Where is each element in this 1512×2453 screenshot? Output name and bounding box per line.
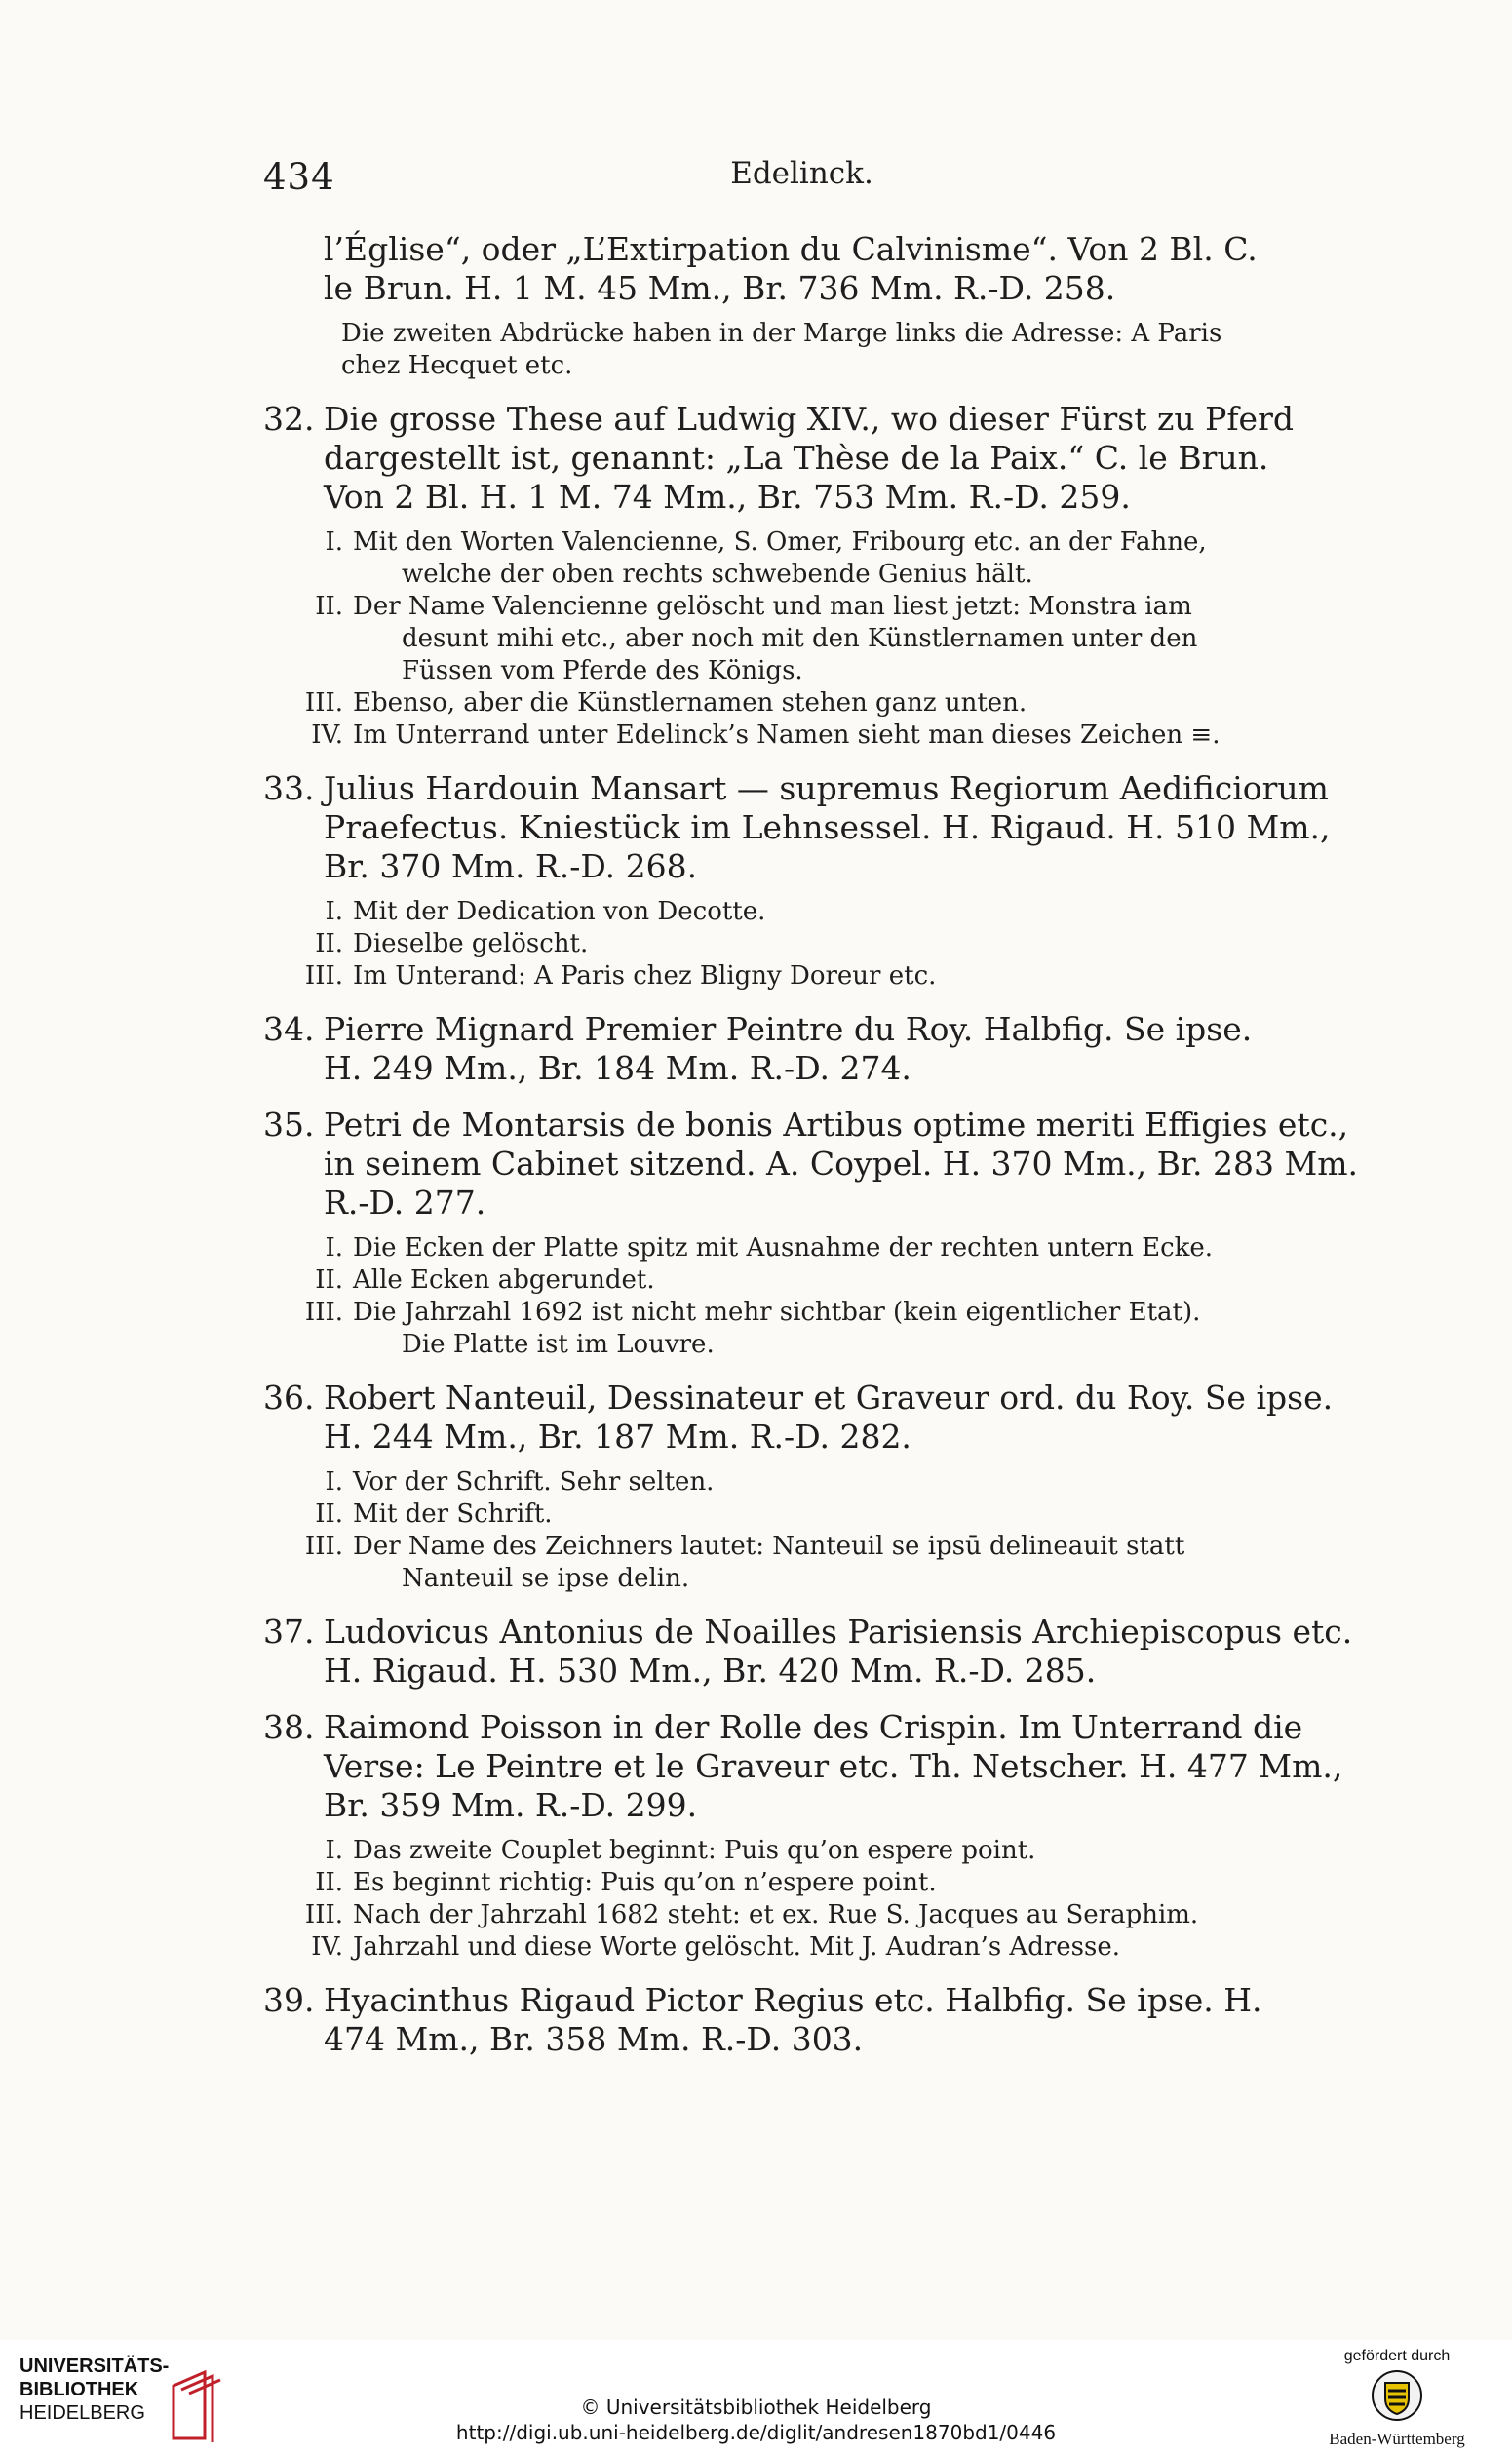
state-line: Nanteuil se ipse delin. [402, 1564, 690, 1593]
page-number: 434 [263, 156, 335, 198]
state-label: I. [325, 1836, 343, 1865]
state-line [263, 591, 1340, 623]
entry-number: 39. [263, 1981, 315, 2019]
state-text: Im Unterrand unter Edelinck’s Namen sieht man dieses Zeichen ≡. [353, 720, 1221, 750]
state-text: Die Ecken der Platte spitz mit Ausnahme der rechten untern Ecke. [353, 1233, 1214, 1263]
catalogue-entry [263, 769, 1340, 993]
state-text: Alle Ecken abgerundet. [353, 1265, 655, 1295]
state-line [263, 687, 1340, 720]
state-line [263, 1867, 1340, 1899]
state-line [263, 1931, 1340, 1964]
catalogue-entry [263, 1613, 1353, 1691]
state-label: I. [325, 527, 343, 557]
state-text: Mit der Schrift. [353, 1499, 553, 1529]
entry-line: H. 244 Mm., Br. 187 Mm. R.-D. 282. [324, 1418, 911, 1456]
entry-text: Raimond Poisson in der Rolle des Crispin. Im Unterrand die [324, 1708, 1303, 1746]
state-line [263, 1899, 1340, 1931]
entry-line [263, 400, 1340, 439]
note-line: Die zweiten Abdrücke haben in der Marge links die Adresse: A Paris [341, 319, 1222, 348]
entry-line: H. Rigaud. H. 530 Mm., Br. 420 Mm. R.-D. 285. [324, 1652, 1097, 1690]
state-line [263, 928, 1340, 960]
catalogue-entry [263, 1981, 1340, 2059]
funder-name: Baden-Württemberg [1329, 2430, 1465, 2448]
library-name-line1: UNIVERSITÄTS- [19, 2356, 170, 2377]
catalogue-entry [263, 1010, 1340, 1088]
state-line: Füssen vom Pferde des Königs. [402, 656, 803, 685]
entry-number: 36. [263, 1379, 315, 1417]
state-label: II. [315, 1868, 343, 1897]
state-text: Es beginnt richtig: Puis qu’on n’espere point. [353, 1868, 937, 1897]
entry-line: Verse: Le Peintre et le Graveur etc. Th. Netscher. H. 477 Mm., [324, 1747, 1343, 1785]
state-label: II. [315, 1265, 343, 1295]
state-label: IV. [311, 1932, 343, 1962]
state-label: I. [325, 897, 343, 926]
state-text: Vor der Schrift. Sehr selten. [353, 1467, 715, 1497]
state-label: I. [325, 1467, 343, 1497]
library-name-line2: BIBLIOTHEK [19, 2379, 139, 2400]
entry-text: Ludovicus Antonius de Noailles Parisiensis Archiepiscopus etc. [324, 1613, 1353, 1651]
state-text: Jahrzahl und diese Worte gelöscht. Mit J. Audran’s Adresse. [353, 1932, 1120, 1962]
state-line [263, 1835, 1340, 1867]
entry-number: 37. [263, 1613, 315, 1651]
state-text: Der Name des Zeichners lautet: Nanteuil se ipsū delineauit statt [353, 1532, 1185, 1561]
state-label: II. [315, 1499, 343, 1529]
entry-line [263, 1379, 1340, 1418]
state-label: III. [304, 1298, 343, 1327]
catalogue-entry [263, 400, 1340, 752]
text-line: le Brun. H. 1 M. 45 Mm., Br. 736 Mm. R.-D. 258. [324, 269, 1116, 307]
entry-line: Praefectus. Kniestück im Lehnsessel. H. Rigaud. H. 510 Mm., [324, 808, 1331, 846]
entry-text: Petri de Montarsis de bonis Artibus optime meriti Effigies etc., [324, 1106, 1349, 1144]
state-label: IV. [311, 720, 343, 750]
state-text: Mit der Dedication von Decotte. [353, 897, 766, 926]
state-line [263, 1297, 1340, 1329]
note-line: chez Hecquet etc. [341, 351, 573, 380]
text-line: l’Église“, oder „L’Extirpation du Calvinisme“. Von 2 Bl. C. [324, 230, 1258, 268]
funding-credit [1299, 2348, 1494, 2449]
catalogue-entries [263, 382, 1359, 2059]
entry-number: 34. [263, 1010, 315, 1048]
catalogue-entry [263, 1379, 1340, 1595]
state-line [263, 1232, 1340, 1265]
state-text: Die Jahrzahl 1692 ist nicht mehr sichtbar (kein eigentlicher Etat). [353, 1298, 1201, 1327]
state-text: Das zweite Couplet beginnt: Puis qu’on espere point. [353, 1836, 1036, 1865]
funded-label: gefördert durch [1343, 2348, 1451, 2364]
entry-number: 33. [263, 769, 315, 807]
entry-line [263, 769, 1340, 808]
state-line [263, 896, 1340, 928]
state-text: Der Name Valencienne gelöscht und man liest jetzt: Monstra iam [353, 592, 1192, 621]
running-head: Edelinck. [730, 156, 873, 191]
state-label: III. [304, 1532, 343, 1561]
entry-number: 35. [263, 1106, 315, 1144]
entry-line [263, 1981, 1340, 2020]
entry-line: R.-D. 277. [324, 1184, 486, 1222]
entry-line [263, 1613, 1353, 1652]
entry-line: Br. 359 Mm. R.-D. 299. [324, 1786, 698, 1824]
state-label: II. [315, 929, 343, 958]
footer [0, 2340, 1512, 2453]
entry-line [263, 1010, 1340, 1049]
entry-text: Robert Nanteuil, Dessinateur et Graveur ord. du Roy. Se ipse. [324, 1379, 1334, 1417]
copyright-text: © Universitätsbibliothek Heidelberg [580, 2395, 932, 2419]
state-line: desunt mihi etc., aber noch mit den Künstlernamen unter den [402, 624, 1198, 653]
state-text: Mit den Worten Valencienne, S. Omer, Fribourg etc. an der Fahne, [353, 527, 1207, 557]
state-line [263, 1265, 1340, 1297]
page-body [263, 230, 1359, 2059]
catalogue-entry [263, 1106, 1359, 1361]
entry-text: Die grosse These auf Ludwig XIV., wo dieser Fürst zu Pferd [324, 400, 1294, 438]
entry-line: H. 249 Mm., Br. 184 Mm. R.-D. 274. [324, 1049, 911, 1087]
state-crest-icon [1371, 2369, 1423, 2422]
catalogue-entry [263, 1708, 1343, 1964]
state-text: Ebenso, aber die Künstlernamen stehen ganz unten. [353, 688, 1027, 718]
entry-line [263, 1708, 1340, 1747]
entry-line: in seinem Cabinet sitzend. A. Coypel. H. 370 Mm., Br. 283 Mm. [324, 1145, 1359, 1183]
state-label: III. [304, 961, 343, 991]
state-line [263, 1499, 1340, 1531]
entry-number: 38. [263, 1708, 315, 1746]
library-name-line3: HEIDELBERG [19, 2402, 145, 2424]
state-line: Die Platte ist im Louvre. [402, 1330, 715, 1359]
entry-text: Hyacinthus Rigaud Pictor Regius etc. Halbfig. Se ipse. H. [324, 1981, 1262, 2019]
entry-text: Pierre Mignard Premier Peintre du Roy. Halbfig. Se ipse. [324, 1010, 1253, 1048]
entry-line [263, 1106, 1349, 1145]
continuation-block [263, 230, 1340, 382]
state-line [263, 1531, 1340, 1563]
entry-number: 32. [263, 400, 315, 438]
state-line [263, 720, 1340, 752]
state-label: III. [304, 688, 343, 718]
state-line [263, 526, 1340, 559]
entry-line: Br. 370 Mm. R.-D. 268. [324, 847, 698, 885]
entry-line: dargestellt ist, genannt: „La Thèse de la Paix.“ C. le Brun. [324, 439, 1269, 477]
state-label: II. [315, 592, 343, 621]
entry-text: Julius Hardouin Mansart — supremus Regiorum Aedificiorum [324, 769, 1329, 807]
page-header [263, 156, 1340, 205]
footer-credits [0, 2395, 1512, 2445]
state-line: welche der oben rechts schwebende Genius hält. [402, 560, 1033, 589]
state-line [263, 1466, 1340, 1499]
permalink-url[interactable]: http://digi.ub.uni-heidelberg.de/diglit/andresen1870bd1/0446 [455, 2421, 1057, 2444]
state-line [263, 960, 1340, 993]
state-text: Dieselbe gelöscht. [353, 929, 589, 958]
state-text: Im Unterand: A Paris chez Bligny Doreur etc. [353, 961, 937, 991]
entry-line: 474 Mm., Br. 358 Mm. R.-D. 303. [324, 2020, 864, 2058]
state-text: Nach der Jahrzahl 1682 steht: et ex. Rue S. Jacques au Seraphim. [353, 1900, 1199, 1929]
state-label: I. [325, 1233, 343, 1263]
state-label: III. [304, 1900, 343, 1929]
entry-line: Von 2 Bl. H. 1 M. 74 Mm., Br. 753 Mm. R.-D. 259. [324, 478, 1131, 516]
